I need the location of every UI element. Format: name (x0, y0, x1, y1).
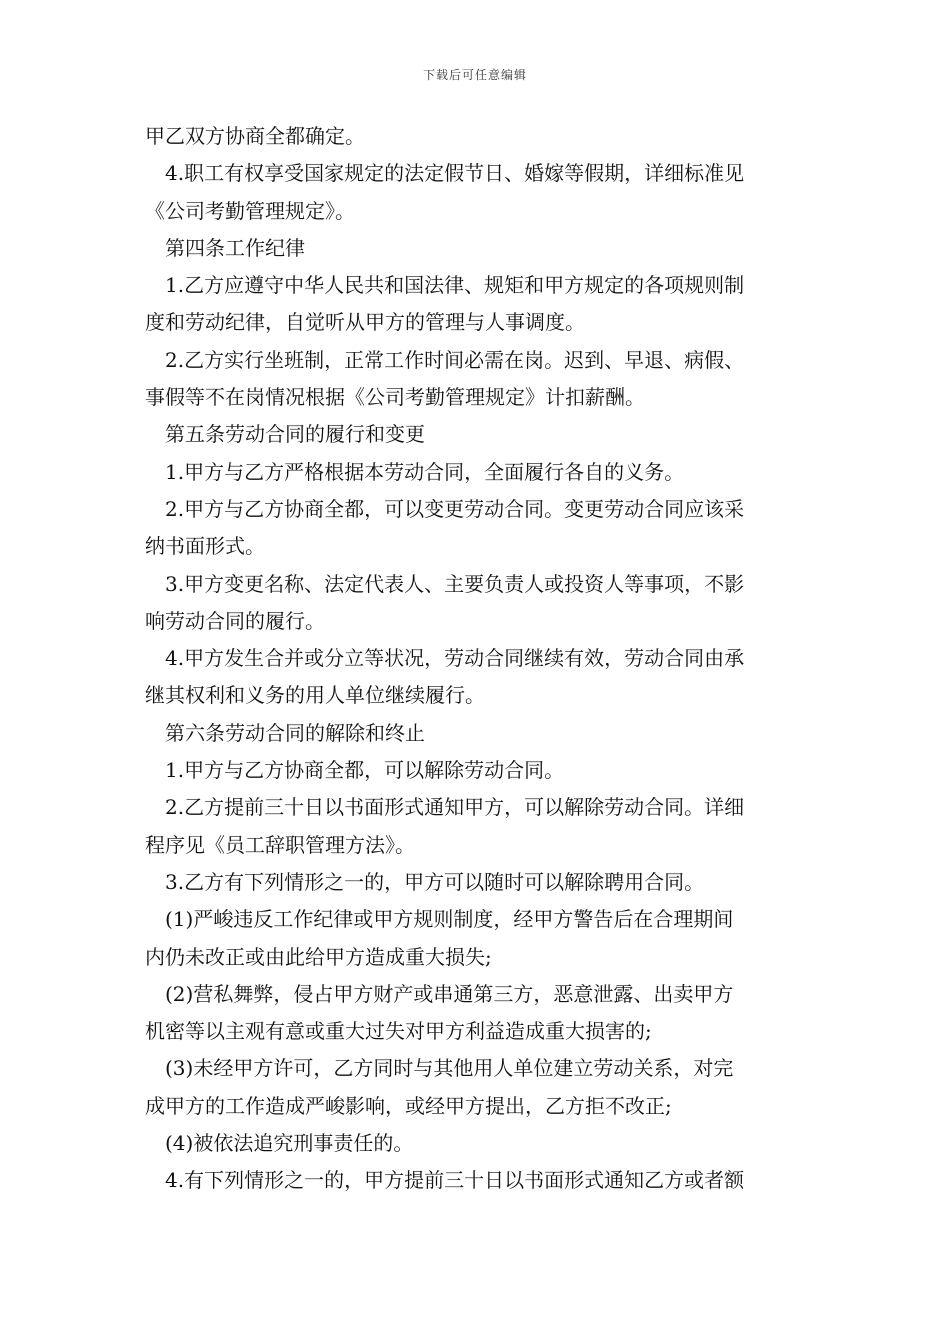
text-line: 1.甲方与乙方严格根据本劳动合同，全面履行各自的义务。 (165, 459, 685, 484)
text-line: 2.乙方提前三十日以书面形式通知甲方，可以解除劳动合同。详细 (165, 795, 745, 820)
text-line: 成甲方的工作造成严峻影响，或经甲方提出，乙方拒不改正; (145, 1093, 672, 1118)
text-line: 4.有下列情形之一的，甲方提前三十日以书面形式通知乙方或者额 (165, 1168, 745, 1193)
text-line: 3.甲方变更名称、法定代表人、主要负责人或投资人等事项，不影 (165, 571, 745, 596)
text-line: 4.职工有权享受国家规定的法定假节日、婚嫁等假期，详细标准见 (165, 161, 745, 186)
text-line: 《公司考勤管理规定》。 (145, 198, 355, 223)
text-line: 1.甲方与乙方协商全都，可以解除劳动合同。 (165, 758, 565, 783)
text-line: 响劳动合同的履行。 (145, 608, 325, 633)
text-line: 第五条劳动合同的履行和变更 (165, 422, 425, 447)
text-line: (4)被依法追究刑事责任的。 (165, 1131, 414, 1156)
text-line: 2.乙方实行坐班制，正常工作时间必需在岗。迟到、早退、病假、 (165, 347, 745, 372)
text-line: 程序见《员工辞职管理方法》。 (145, 832, 415, 857)
text-line: 甲乙双方协商全都确定。 (145, 124, 365, 148)
text-line: 度和劳动纪律，自觉听从甲方的管理与人事调度。 (145, 310, 585, 335)
text-line: 第四条工作纪律 (165, 235, 305, 260)
text-line: (1)严峻违反工作纪律或甲方规则制度，经甲方警告后在合理期间 (165, 907, 734, 932)
document-body (145, 118, 810, 1200)
text-line: 第六条劳动合同的解除和终止 (165, 720, 425, 745)
text-line: 4.甲方发生合并或分立等状况，劳动合同继续有效，劳动合同由承 (165, 646, 745, 671)
page-header: 下载后可任意编辑 (422, 68, 527, 82)
text-line: (2)营私舞弊，侵占甲方财产或串通第三方，恶意泄露、出卖甲方 (165, 981, 734, 1006)
text-line: 机密等以主观有意或重大过失对甲方利益造成重大损害的; (145, 1019, 652, 1044)
text-line: 2.甲方与乙方协商全都，可以变更劳动合同。变更劳动合同应该采 (165, 496, 745, 521)
text-line: 1.乙方应遵守中华人民共和国法律、规矩和甲方规定的各项规则制 (165, 273, 745, 298)
text-line: 内仍未改正或由此给甲方造成重大损失; (145, 944, 492, 969)
text-line: 继其权利和义务的用人单位继续履行。 (145, 683, 485, 708)
text-line: 纳书面形式。 (145, 534, 265, 559)
text-line: 3.乙方有下列情形之一的，甲方可以随时可以解除聘用合同。 (165, 869, 705, 894)
text-line: (3)未经甲方许可，乙方同时与其他用人单位建立劳动关系，对完 (165, 1056, 734, 1081)
text-line: 事假等不在岗情况根据《公司考勤管理规定》计扣薪酬。 (145, 385, 645, 410)
